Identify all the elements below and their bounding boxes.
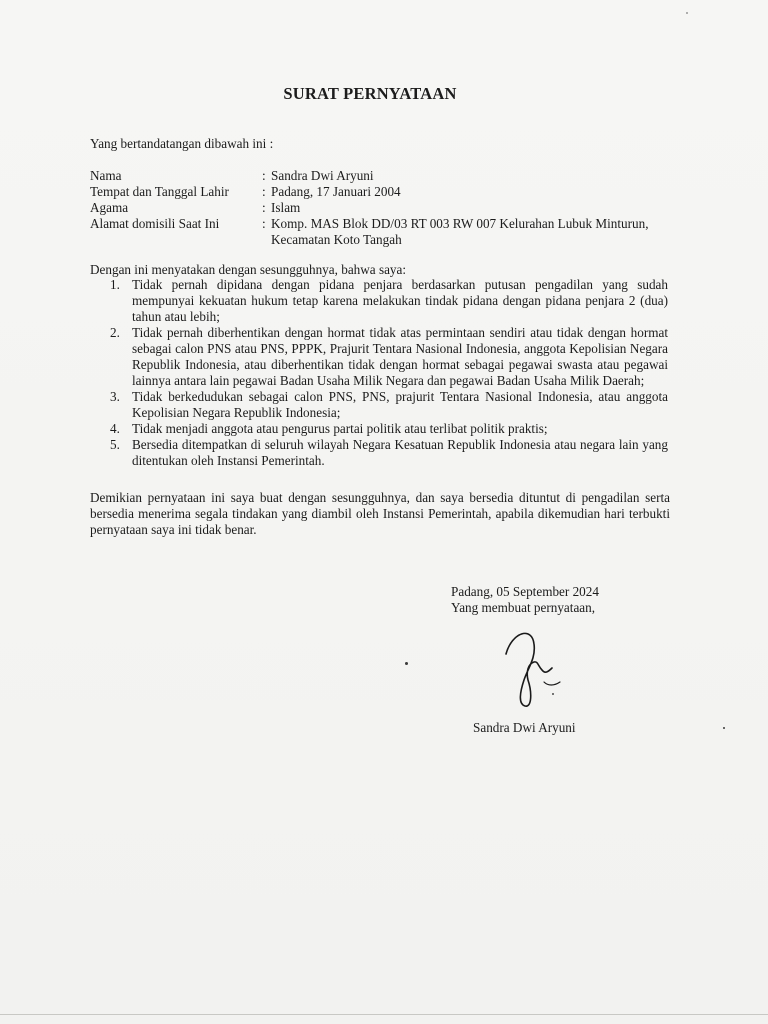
- field-value: Padang, 17 Januari 2004: [271, 184, 401, 199]
- statement-intro: Dengan ini menyatakan dengan sesungguhnya, bahwa saya:: [90, 262, 407, 277]
- page-edge: [0, 1014, 768, 1015]
- list-item: [110, 277, 668, 325]
- field-separator: :: [262, 200, 266, 215]
- field-value: Sandra Dwi Aryuni: [271, 168, 374, 183]
- list-item: [110, 421, 668, 437]
- statement-list: [110, 277, 668, 469]
- field-value: Komp. MAS Blok DD/03 RT 003 RW 007 Kelurahan Lubuk Minturun, Kecamatan Koto Tangah: [271, 216, 649, 247]
- field-label: Agama: [90, 200, 129, 215]
- item-text: Tidak pernah dipidana dengan pidana penjara berdasarkan putusan pengadilan yang sudah mempunyai kekuatan hukum tetap karena melakukan tindak pidana dengan pidana penjara 2 (dua) tahun atau lebih;: [132, 277, 668, 324]
- scan-speck: [686, 12, 688, 14]
- list-item: [110, 437, 668, 469]
- closing-paragraph: Demikian pernyataan ini saya buat dengan sesungguhnya, dan saya bersedia dituntut di pengadilan serta bersedia menerima segala tindakan yang diambil oleh Instansi Pemerintah, apabila dikemudian hari terbukti pernyataan saya ini tidak benar.: [90, 490, 670, 537]
- field-value: Islam: [271, 200, 301, 215]
- signer-name: Sandra Dwi Aryuni: [473, 720, 576, 735]
- item-number: 4.: [110, 421, 120, 436]
- item-text: Bersedia ditempatkan di seluruh wilayah Negara Kesatuan Republik Indonesia atau negara lain yang ditentukan oleh Instansi Pemerintah.: [132, 437, 668, 468]
- item-number: 3.: [110, 389, 120, 404]
- identity-fields: [90, 168, 671, 248]
- item-text: Tidak menjadi anggota atau pengurus partai politik atau terlibat politik praktis;: [132, 421, 548, 436]
- list-item: [110, 389, 668, 421]
- intro-text: Yang bertandatangan dibawah ini :: [90, 136, 274, 151]
- document-title: SURAT PERNYATAAN: [283, 84, 457, 103]
- field-label: Nama: [90, 168, 122, 183]
- signature-block: [451, 584, 599, 616]
- scan-speck: [405, 662, 408, 665]
- field-row-birth: [90, 184, 671, 200]
- field-separator: :: [262, 184, 266, 199]
- field-row-address: [90, 216, 671, 248]
- field-label: Tempat dan Tanggal Lahir: [90, 184, 229, 199]
- field-separator: :: [262, 216, 266, 231]
- scan-speck: [723, 727, 725, 729]
- list-item: [110, 325, 668, 389]
- handwritten-signature: [498, 622, 578, 712]
- field-label: Alamat domisili Saat Ini: [90, 216, 220, 231]
- maker-label: Yang membuat pernyataan,: [451, 600, 596, 615]
- item-number: 5.: [110, 437, 120, 452]
- item-text: Tidak berkedudukan sebagai calon PNS, PNS, prajurit Tentara Nasional Indonesia, atau anggota Kepolisian Negara Republik Indonesia;: [132, 389, 668, 420]
- item-text: Tidak pernah diberhentikan dengan hormat tidak atas permintaan sendiri atau tidak dengan hormat sebagai calon PNS atau PNS, PPPK, Prajurit Tentara Nasional Indonesia, anggota Kepolisian Negara Republik Indonesia, atau diberhentikan tidak dengan hormat sebagai pegawai swasta atau pegawai lainnya antara lain pegawai Badan Usaha Milik Negara dan pegawai Badan Usaha Milik Daerah;: [132, 325, 668, 388]
- place-date: Padang, 05 September 2024: [451, 584, 599, 599]
- item-number: 1.: [110, 277, 120, 292]
- field-row-name: [90, 168, 671, 184]
- field-row-religion: [90, 200, 671, 216]
- field-separator: :: [262, 168, 266, 183]
- item-number: 2.: [110, 325, 120, 340]
